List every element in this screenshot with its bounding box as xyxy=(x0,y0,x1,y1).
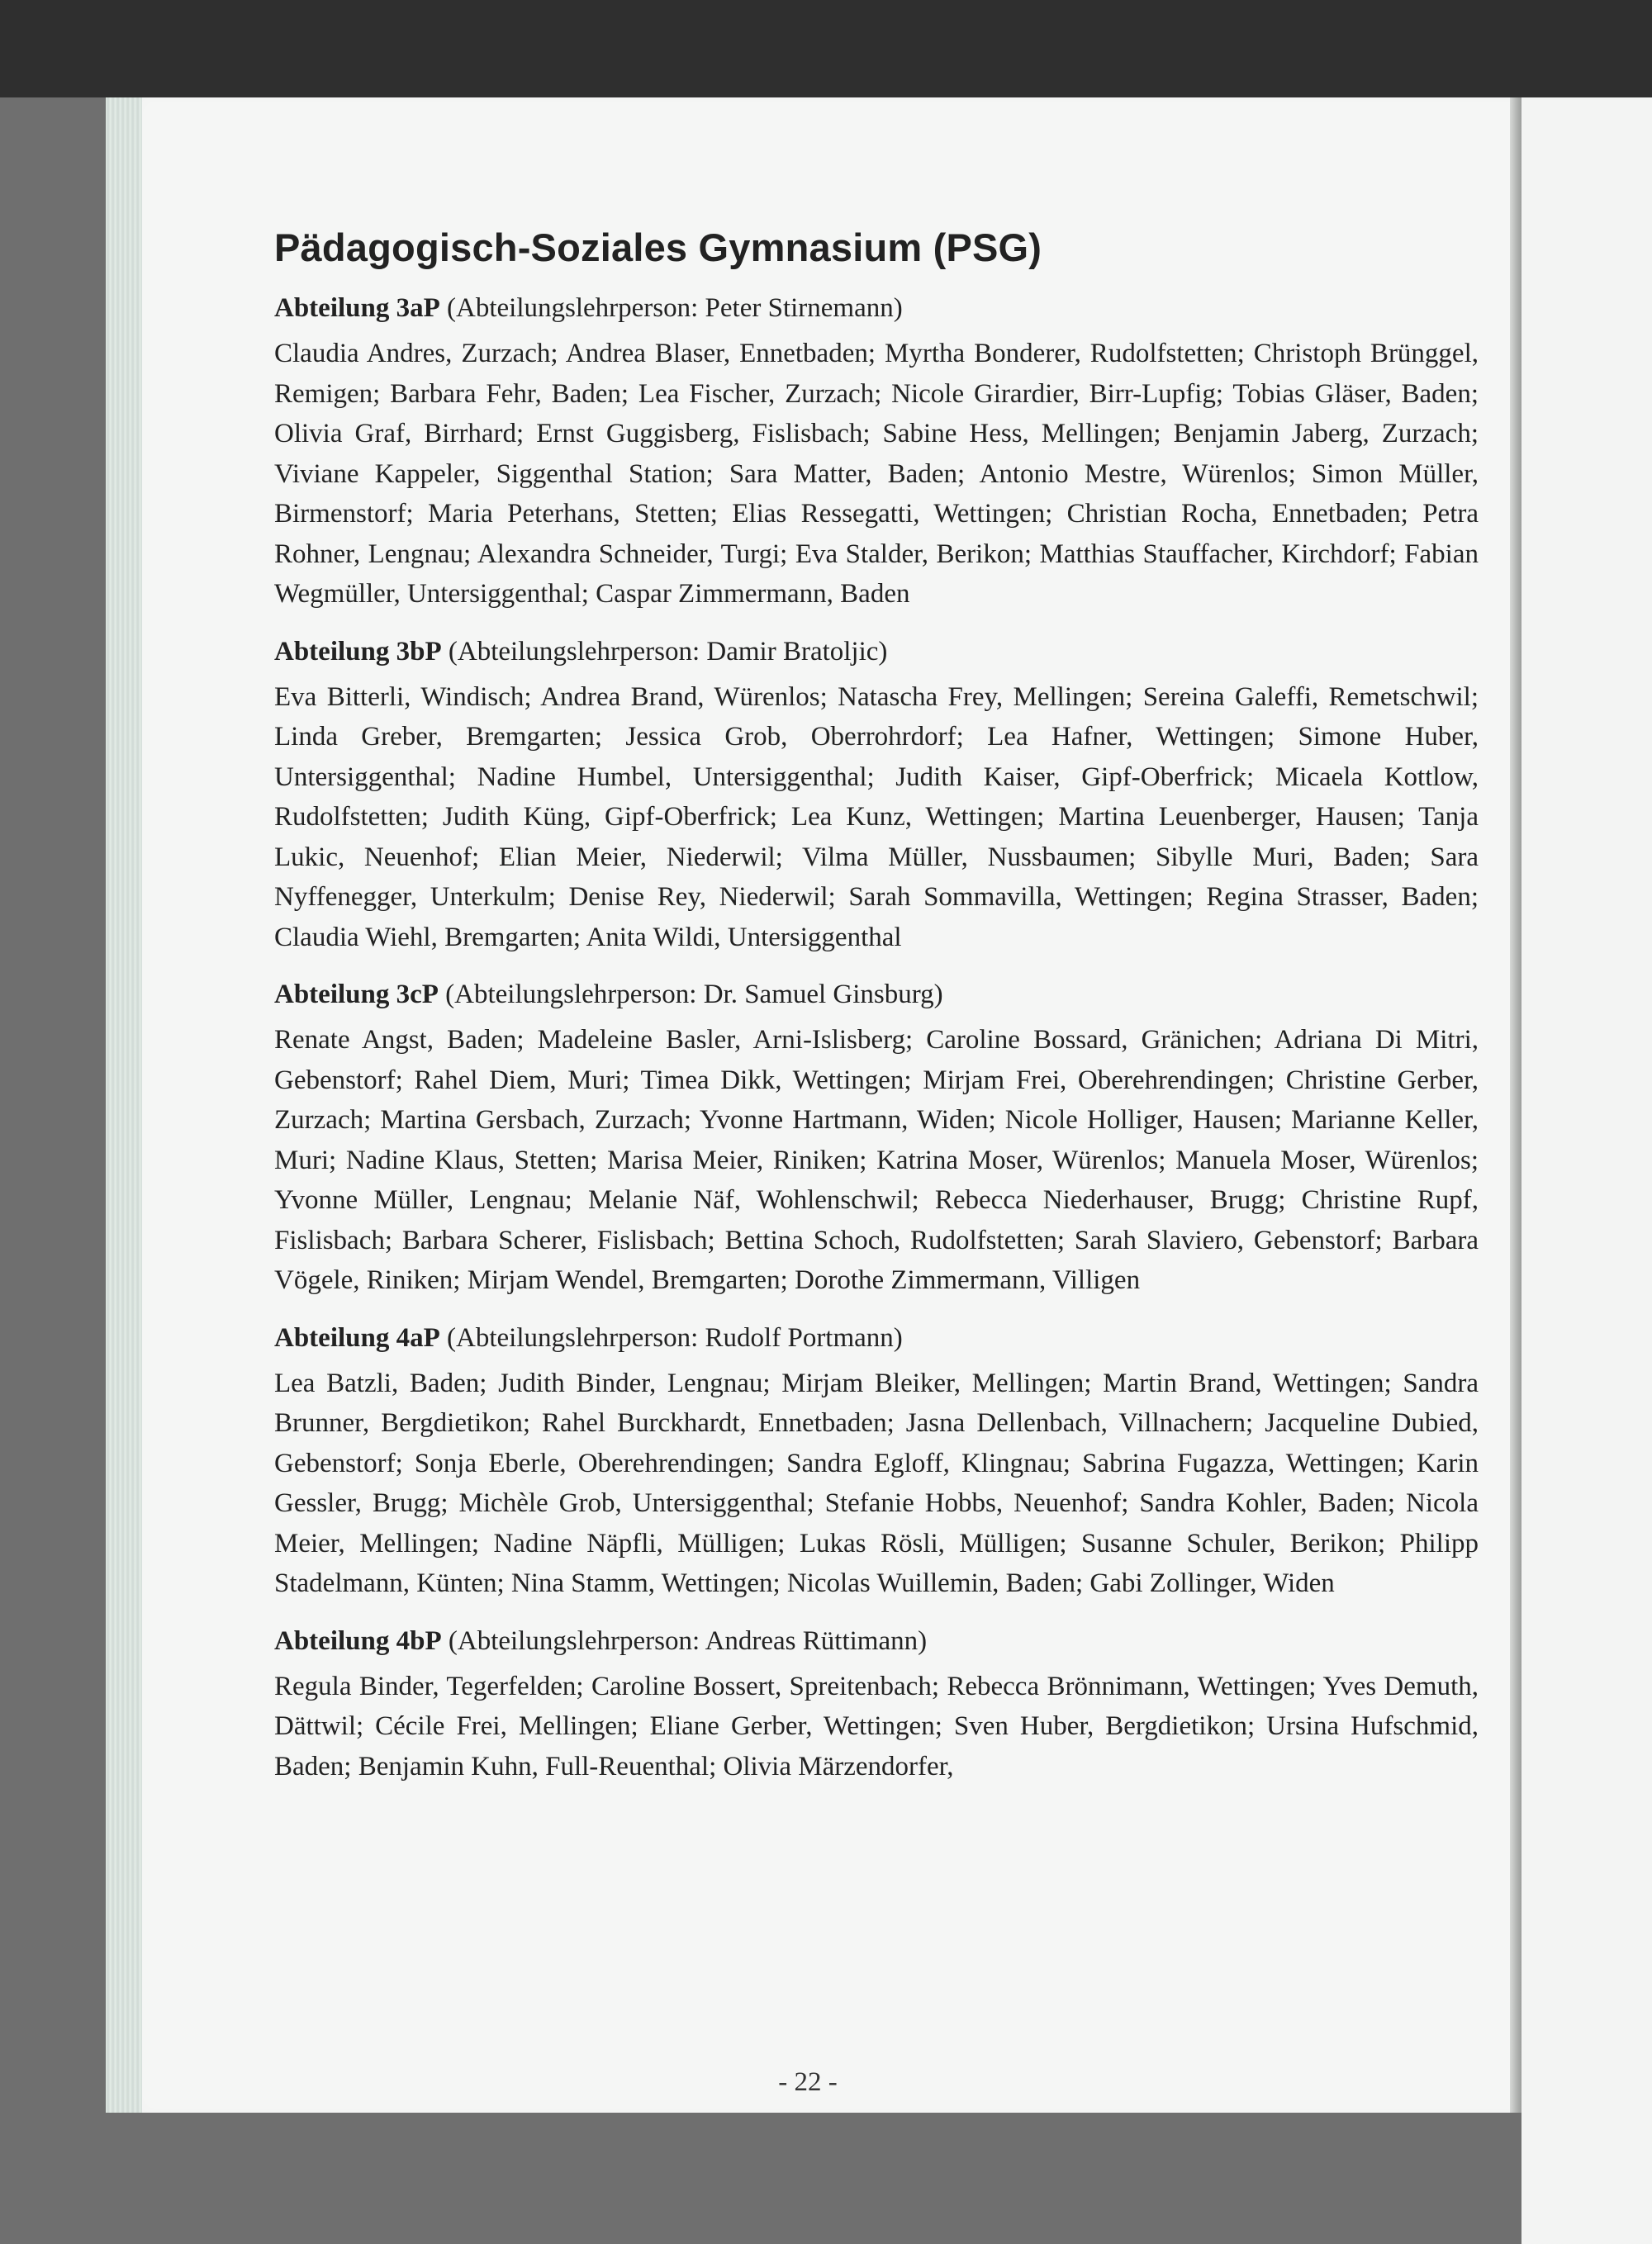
section-header xyxy=(274,1622,1479,1660)
page-number: - 22 - xyxy=(778,2067,838,2097)
section-title: Abteilung 3aP xyxy=(274,293,440,323)
section-members: Eva Bitterli, Windisch; Andrea Brand, Würenlos; Natascha Frey, Mellingen; Sereina Galeffi, Remetschwil; Linda Greber, Bremgarten; Jessica Grob, Oberrohrdorf; Lea Hafner, Wettingen; Simone Huber, Untersiggenthal; Nadine Humbel, Untersiggenthal; Judith Kaiser, Gipf-Oberfrick; Micaela Kottlow, Rudolfstetten; Judith Küng, Gipf-Oberfrick; Lea Kunz, Wettingen; Martina Leuenberger, Hausen; Tanja Lukic, Neuenhof; Elian Meier, Niederwil; Vilma Müller, Nussbaumen; Sibylle Muri, Baden; Sara Nyffenegger, Unterkulm; Denise Rey, Niederwil; Sarah Sommavilla, Wettingen; Regina Strasser, Baden; Claudia Wiehl, Bremgarten; Anita Wildi, Untersiggenthal xyxy=(274,681,1479,952)
section-teacher: (Abteilungslehrperson: Damir Bratoljic) xyxy=(441,636,888,667)
section-header xyxy=(274,633,1479,671)
section-2 xyxy=(274,633,1479,958)
section-teacher: (Abteilungslehrperson: Peter Stirnemann) xyxy=(439,293,903,323)
section-header xyxy=(274,289,1479,327)
section-members: Claudia Andres, Zurzach; Andrea Blaser, Ennetbaden; Myrtha Bonderer, Rudolfstetten; Christoph Brünggel, Remigen; Barbara Fehr, Baden; Lea Fischer, Zurzach; Nicole Girardier, Birr-Lupfig; Tobias Gläser, Baden; Olivia Graf, Birrhard; Ernst Guggisberg, Fislisbach; Sabine Hess, Mellingen; Benjamin Jaberg, Zurzach; Viviane Kappeler, Siggenthal Station; Sara Matter, Baden; Antonio Mestre, Würenlos; Simon Müller, Birmenstorf; Maria Peterhans, Stetten; Elias Ressegatti, Wettingen; Christian Rocha, Ennetbaden; Petra Rohner, Lengnau; Alexandra Schneider, Turgi; Eva Stalder, Berikon; Matthias Stauffacher, Kirchdorf; Fabian Wegmüller, Untersiggenthal; Caspar Zimmermann, Baden xyxy=(274,339,1479,609)
book-gutter xyxy=(1510,97,1521,2113)
section-teacher: (Abteilungslehrperson: Dr. Samuel Ginsburg) xyxy=(438,980,943,1009)
section-members: Lea Batzli, Baden; Judith Binder, Lengnau; Mirjam Bleiker, Mellingen; Martin Brand, Wettingen; Sandra Brunner, Bergdietikon; Rahel Burckhardt, Ennetbaden; Jasna Dellenbach, Villnachern; Jacqueline Dubied, Gebenstorf; Sonja Eberle, Oberehrendingen; Sandra Egloff, Klingnau; Sabrina Fugazza, Wettingen; Karin Gessler, Brugg; Michèle Grob, Untersiggenthal; Stefanie Hobbs, Neuenhof; Sandra Kohler, Baden; Nicola Meier, Mellingen; Nadine Näpfli, Mülligen; Lukas Rösli, Mülligen; Susanne Schuler, Berikon; Philipp Stadelmann, Künten; Nina Stamm, Wettingen; Nicolas Wuillemin, Baden; Gabi Zollinger, Widen xyxy=(274,1368,1479,1598)
section-5 xyxy=(274,1622,1479,1787)
scan-background xyxy=(0,0,1652,97)
section-3 xyxy=(274,975,1479,1301)
section-4 xyxy=(274,1319,1479,1604)
right-page xyxy=(1521,97,1652,2244)
page-heading: Pädagogisch-Soziales Gymnasium (PSG) xyxy=(274,225,1042,269)
left-page-content xyxy=(274,223,1479,1805)
section-teacher: (Abteilungslehrperson: Andreas Rüttimann) xyxy=(441,1625,928,1656)
section-header xyxy=(274,975,1479,1013)
section-title: Abteilung 3bP xyxy=(274,636,442,667)
section-title: Abteilung 3cP xyxy=(274,980,439,1009)
section-title: Abteilung 4aP xyxy=(274,1322,440,1353)
section-list xyxy=(274,289,1479,1786)
page-edges xyxy=(106,97,142,2113)
section-teacher: (Abteilungslehrperson: Rudolf Portmann) xyxy=(439,1322,903,1353)
section-members: Regula Binder, Tegerfelden; Caroline Bossert, Spreitenbach; Rebecca Brönnimann, Wettingen; Yves Demuth, Dättwil; Cécile Frei, Mellingen; Eliane Gerber, Wettingen; Sven Huber, Bergdietikon; Ursina Hufschmid, Baden; Benjamin Kuhn, Full-Reuenthal; Olivia Märzendorfer, xyxy=(274,1671,1479,1781)
section-1 xyxy=(274,289,1479,614)
section-members: Renate Angst, Baden; Madeleine Basler, Arni-Islisberg; Caroline Bossard, Gränichen; Adriana Di Mitri, Gebenstorf; Rahel Diem, Muri; Timea Dikk, Wettingen; Mirjam Frei, Oberehrendingen; Christine Gerber, Zurzach; Martina Gersbach, Zurzach; Yvonne Hartmann, Widen; Nicole Holliger, Hausen; Marianne Keller, Muri; Nadine Klaus, Stetten; Marisa Meier, Riniken; Katrina Moser, Würenlos; Manuela Moser, Würenlos; Yvonne Müller, Lengnau; Melanie Näf, Wohlenschwil; Rebecca Niederhauser, Brugg; Christine Rupf, Fislisbach; Barbara Scherer, Fislisbach; Bettina Schoch, Rudolfstetten; Sarah Slaviero, Gebenstorf; Barbara Vögele, Riniken; Mirjam Wendel, Bremgarten; Dorothe Zimmermann, Villigen xyxy=(274,1025,1479,1295)
section-header xyxy=(274,1319,1479,1357)
section-title: Abteilung 4bP xyxy=(274,1625,442,1656)
